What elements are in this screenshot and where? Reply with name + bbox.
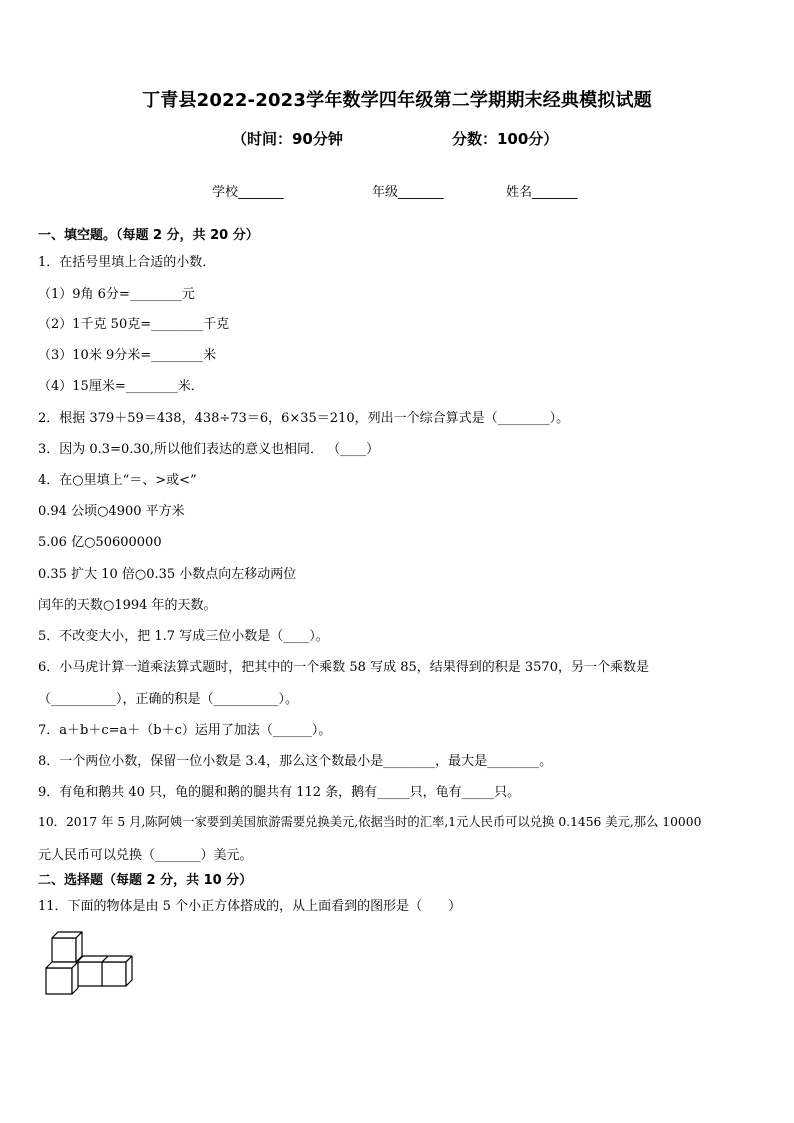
question-line: 9．有龟和鹅共 40 只，龟的腿和鹅的腿共有 112 条，鹅有_____只，龟有_____只。 xyxy=(38,785,521,800)
exam-score: 分数：100分） xyxy=(452,130,559,148)
exam-time: （时间：90分钟 xyxy=(232,130,343,148)
school-field: 学校_______ xyxy=(212,185,284,200)
section-heading-choice: 二、选择题（每题 2 分，共 10 分） xyxy=(38,873,253,888)
question-line: 3．因为 0.3=0.30,所以他们表达的意义也相同． （____） xyxy=(38,442,380,457)
section-heading-fill-blank: 一、填空题。（每题 2 分，共 20 分） xyxy=(38,228,259,243)
question-line: 1．在括号里填上合适的小数． xyxy=(38,255,216,270)
question-line: 闰年的天数○1994 年的天数。 xyxy=(38,598,217,613)
cube-stack-figure xyxy=(44,928,140,998)
question-line: 6．小马虎计算一道乘法算式题时，把其中的一个乘数 58 写成 85，结果得到的积是 3570，另一个乘数是 xyxy=(38,660,649,675)
question-line: 元人民币可以兑换（_______）美元。 xyxy=(38,848,253,863)
question-line: 5.06 亿○50600000 xyxy=(38,535,162,550)
question-line: 5．不改变大小，把 1.7 写成三位小数是（____）。 xyxy=(38,629,329,644)
question-line: （4）15厘米=________米． xyxy=(38,379,204,394)
question-line: 0.35 扩大 10 倍○0.35 小数点向左移动两位 xyxy=(38,567,297,582)
question-line: 0.94 公顷○4900 平方米 xyxy=(38,504,185,519)
question-line: （3）10米 9分米=________米 xyxy=(38,348,217,363)
question-line: 11．下面的物体是由 5 个小正方体搭成的，从上面看到的图形是（ ） xyxy=(38,899,462,914)
question-line: 2．根据 379＋59＝438，438÷73＝6，6×35＝210，列出一个综合算式是（________）。 xyxy=(38,411,570,426)
question-line: 10．2017 年 5 月,陈阿姨一家要到美国旅游需要兑换美元,依据当时的汇率,1元人民币可以兑换 0.1456 美元,那么 10000 xyxy=(38,815,702,829)
question-line: 4．在○里填上“＝、>或<” xyxy=(38,473,197,488)
page-title: 丁青县2022-2023学年数学四年级第二学期期末经典模拟试题 xyxy=(142,90,652,111)
question-line: （__________），正确的积是（__________）。 xyxy=(38,692,299,707)
grade-field: 年级_______ xyxy=(372,185,444,200)
question-line: 8．一个两位小数，保留一位小数是 3.4，那么这个数最小是________，最大是________。 xyxy=(38,754,553,769)
question-line: （1）9角 6分=________元 xyxy=(38,287,195,302)
question-line: 7．a＋b＋c=a＋（b＋c）运用了加法（______）。 xyxy=(38,723,332,738)
name-field: 姓名_______ xyxy=(506,185,578,200)
question-line: （2）1千克 50克=________千克 xyxy=(38,317,230,332)
